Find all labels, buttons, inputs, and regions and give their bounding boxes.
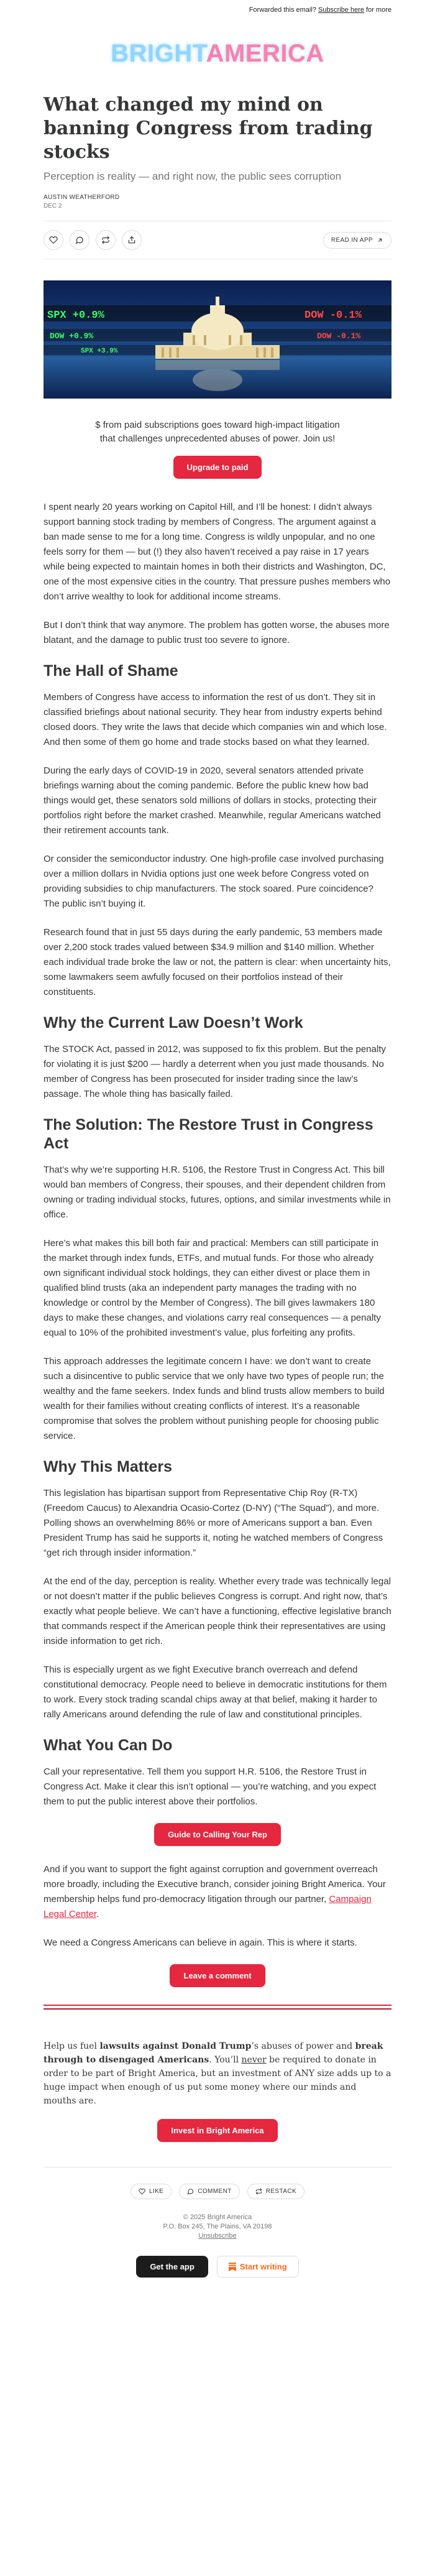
paragraph: This approach addresses the legitimate concern I have: we don’t want to create such a disincentive to public service that we only have two types of people run; the wealthy and the fame seekers. Index funds and blind trusts allow members to build wealth for their families without creating conflicts of interest. It’s a reasonable compromise that solves the problem without punishing people for choosing public service. (44, 1356, 385, 1441)
post-body (44, 500, 392, 1987)
footer-restack-button[interactable] (247, 2184, 304, 2199)
forward-prefix: Forwarded this email? (249, 6, 318, 14)
paragraph: At the end of the day, perception is reality. Whether every trade was technically legal or not doesn’t matter if the public believes Congress is corrupt. And right now, that’s exactly what people believe. We can’t have a functioning, effective legislative branch that commands respect if the American people think their representatives are using inside information to get rich. (44, 1576, 392, 1646)
brand-logo[interactable] (0, 19, 435, 88)
forward-suffix: for more (364, 6, 392, 14)
forward-notice (0, 0, 435, 19)
paragraph: But I don’t think that way anymore. The problem has gotten worse, the abuses more blatant, and the damage to public trust too severe to ignore. (44, 620, 390, 645)
capitol-illustration (44, 280, 392, 399)
copyright: © 2025 Bright America (183, 2214, 252, 2221)
paragraph: Members of Congress have access to information the rest of us don’t. They sit in classified briefings about national security. They hear from industry experts behind closed doors. They write the laws that decide which companies win and which lose. And then some of them go home and trade stocks based on what they learned. (44, 692, 387, 747)
ticker-1: SPX +0.9% (47, 310, 104, 321)
support-text: $ from paid subscriptions goes toward high-impact litigation that challenges unprecedented abuses of power. Join us! (95, 420, 340, 444)
footer-actions (44, 2167, 392, 2199)
restack-button[interactable] (96, 230, 116, 250)
paragraph: Research found that in just 55 days during the early pandemic, 53 members made over 2,200 stock trades valued between $34.9 million and $140 million. Whether each individual trade broke the law or not, the pattern is clear: when uncertainty hits, some lawmakers seem awfully focused on their portfolios instead of their constituents. (44, 927, 391, 997)
invest-button[interactable]: Invest in Bright America (157, 2119, 277, 2142)
paragraph: That’s why we’re supporting H.R. 5106, the Restore Trust in Congress Act. This bill would ban members of Congress, their spouses, and their dependent children from owning or trading individual stocks, futures, options, and similar investments while in office. (44, 1165, 391, 1220)
paragraph: We need a Congress Americans can believe in again. This is where it starts. (44, 1937, 357, 1948)
guide-calling-rep-button[interactable]: Guide to Calling Your Rep (154, 1823, 281, 1846)
author-name[interactable]: AUSTIN WEATHERFORD (44, 194, 120, 201)
post-title[interactable]: What changed my mind on banning Congress from trading stocks (44, 94, 373, 163)
post-subtitle: Perception is reality — and right now, the public sees corruption (44, 170, 342, 182)
mailing-address: P.O. Box 245, The Plains, VA 20198 (163, 2223, 272, 2230)
section-heading: The Solution: The Restore Trust in Congress Act (44, 1116, 373, 1152)
comment-button[interactable] (70, 230, 89, 250)
like-button[interactable] (44, 230, 63, 250)
section-heading: The Hall of Shame (44, 662, 178, 680)
paragraph: Here’s what makes this bill both fair and practical: Members can still participate in the market through index funds, ETFs, and mutual funds. For those who already own significant individual stock holdings, they can either divest or place them in qualified blind trusts (aka an independent party manages the trading with no knowledge or control by the Member of Congress). The bill gives lawmakers 180 days to make these changes, and violations carry real consequences — a penalty equal to 10% of the prohibited investment’s value, plus forfeiting any profits. (44, 1238, 381, 1338)
section-heading: Why This Matters (44, 1458, 172, 1475)
heart-icon (49, 236, 58, 244)
post-date: DEC 2 (44, 203, 62, 210)
promo-fragment: . You’ll (209, 2055, 242, 2065)
restack-icon (101, 236, 110, 244)
paragraph: This legislation has bipartisan support from Representative Chip Roy (R-TX) (Freedom Caucus) to Alexandria Ocasio-Cortez (D-NY) (“The Squad”), and more. Polling shows an overwhelming 86% or more of Americans support a ban. Even President Trump has said he supports it, noting he watched members of Congress “get rich through insider information.” (44, 1488, 383, 1558)
heart-icon (139, 2188, 145, 2195)
promo-fragment: Help us fuel (44, 2041, 100, 2051)
get-the-app-button[interactable]: Get the app (136, 2256, 208, 2278)
logo-word-bright: BRIGHT (111, 39, 206, 67)
comment-icon (187, 2188, 194, 2195)
ticker-4: DOW -0.1% (317, 331, 361, 341)
leave-comment-button[interactable]: Leave a comment (170, 1964, 265, 1987)
comment-icon (75, 236, 84, 244)
like-label: LIKE (149, 2188, 164, 2195)
footer-comment-button[interactable] (179, 2184, 239, 2199)
section-heading: What You Can Do (44, 1737, 173, 1754)
divider-rule (44, 2005, 392, 2006)
hero-image-capitol[interactable] (44, 280, 392, 399)
start-writing-label: Start writing (239, 2262, 287, 2271)
promo-fragment: ’s abuses of power and (251, 2041, 355, 2051)
ticker-3: DOW +0.9% (50, 331, 94, 341)
paragraph-text: . (96, 1909, 99, 1919)
promo-text (44, 2039, 392, 2108)
external-arrow-icon (377, 237, 383, 244)
ticker-2: DOW -0.1% (304, 310, 362, 321)
promo-fragment: be required to donate in order to be part of Bright America, but an investment of ANY size adds up to a huge impact when enough of us put some money where our minds and mouths are. (44, 2055, 392, 2106)
paragraph: The STOCK Act, passed in 2012, was supposed to fix this problem. But the penalty for violating it is just $200 — hardly a deterrent when you just made thousands. No member of Congress has been prosecuted for insider trading since the law’s passage. The whole thing has basically failed. (44, 1044, 386, 1099)
post-actions-bar (44, 221, 392, 259)
paragraph: During the early days of COVID-19 in 2020, several senators attended private briefings warning about the coming pandemic. Before the public knew how bad things would get, these senators sold millions of dollars in stocks, protecting their portfolios right before the market crashed. Meanwhile, regular Americans watched their retirement accounts tank. (44, 765, 381, 836)
subscribe-link[interactable]: Subscribe here (318, 6, 364, 14)
share-icon (127, 236, 136, 244)
campaign-legal-center-link[interactable]: Campaign Legal Center (44, 1894, 372, 1919)
promo-underline: never (241, 2055, 267, 2065)
unsubscribe-link[interactable]: Unsubscribe (198, 2232, 237, 2240)
logo-word-america: AMERICA (206, 39, 324, 67)
paragraph: I spent nearly 20 years working on Capitol Hill, and I’ll be honest: I didn’t always support banning stock trading by members of Congress. The argument against a ban made sense to me for a long time. Congress is wildly unpopular, and no one feels sorry for them — but (!) they also haven’t received a pay raise in 17 years while being expected to maintain homes in both their districts and Washington, DC, one of the most expensive cities in the country. That pressure pushes members who don’t arrive wealthy to look for additional income streams. (44, 502, 391, 602)
restack-label: RESTACK (265, 2188, 297, 2195)
share-button[interactable] (122, 230, 142, 250)
substack-logo-icon (229, 2263, 236, 2271)
paid-support-callout (44, 418, 392, 446)
promo-bold: break through to disengaged Americans (44, 2041, 383, 2065)
paragraph: Or consider the semiconductor industry. One high-profile case involved purchasing over a million dollars in Nvidia options just one week before Congress voted on providing subsidies to chip manufacturers. The stock soared. Pure coincidence? The public isn’t buying it. (44, 854, 384, 909)
divider-rule-secondary (44, 2008, 392, 2010)
upgrade-to-paid-button[interactable]: Upgrade to paid (173, 456, 262, 479)
paragraph: This is especially urgent as we fight Executive branch overreach and defend constitutional democracy. People need to believe in democratic institutions for them to work. Every stock trading scandal chips away at that belief, making it harder to rally Americans around defending the rule of law and constitutional principles. (44, 1664, 387, 1720)
restack-icon (255, 2188, 262, 2195)
read-in-app-button[interactable] (323, 232, 392, 249)
paragraph: Call your representative. Tell them you support H.R. 5106, the Restore Trust in Congress Act. Make it clear this isn’t optional — you’re watching, and you expect them to put the public interest above their portfolios. (44, 1766, 377, 1807)
promo-bold: lawsuits against Donald Trump (99, 2041, 252, 2051)
paragraph (44, 1862, 392, 1922)
paragraph-text: And if you want to support the fight against corruption and government overreach more broadly, including the Executive branch, consider joining Bright America. Your membership helps fund pro-democracy litigation through our partner, (44, 1864, 386, 1904)
comment-label: COMMENT (198, 2188, 232, 2195)
ticker-5: SPX +3.9% (81, 348, 118, 355)
footer-like-button[interactable] (130, 2184, 172, 2199)
start-writing-button[interactable] (217, 2256, 299, 2278)
read-in-app-label: READ IN APP (331, 236, 373, 244)
section-heading: Why the Current Law Doesn’t Work (44, 1014, 303, 1032)
